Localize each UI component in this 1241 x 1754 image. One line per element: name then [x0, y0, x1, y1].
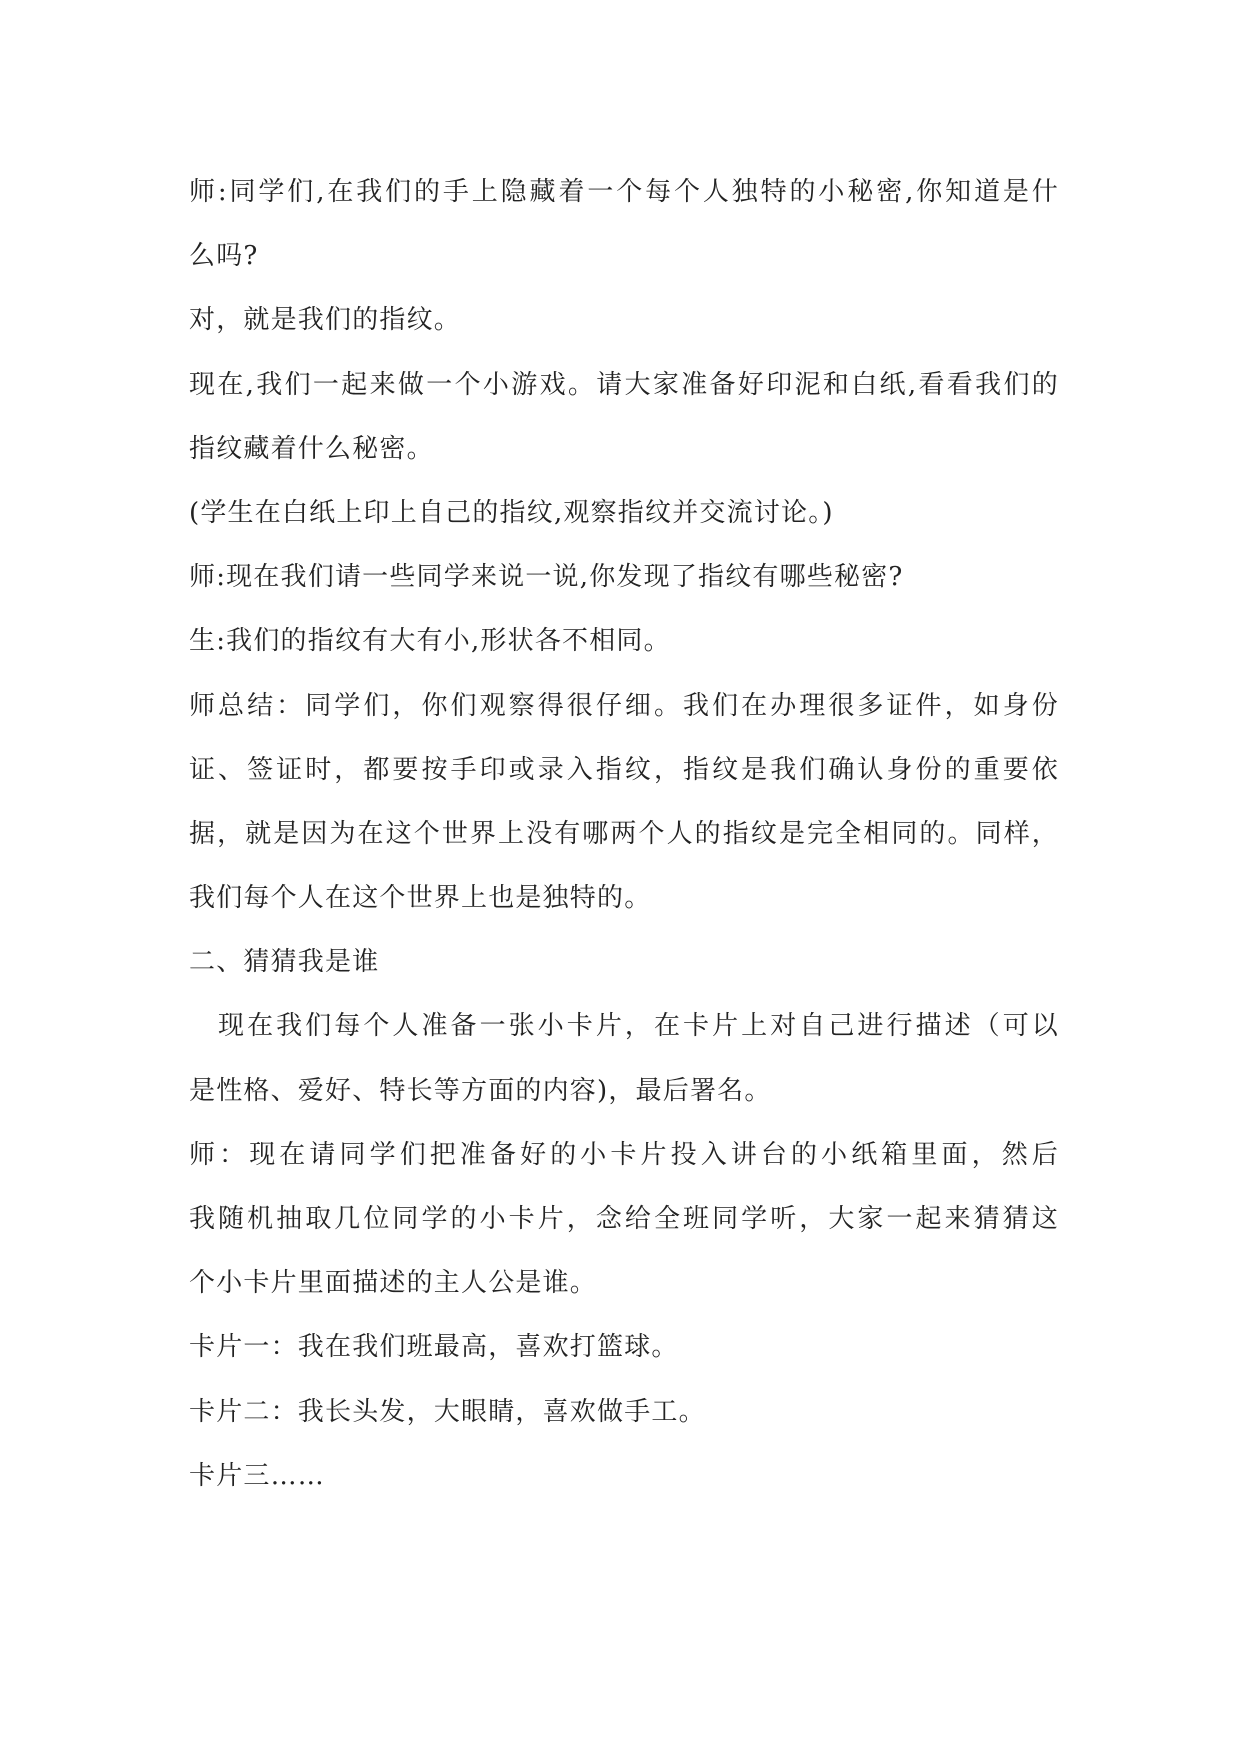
- text-line: 是性格、爱好、特长等方面的内容)，最后署名。: [189, 1075, 772, 1106]
- text-line: 么吗?: [189, 241, 259, 272]
- text-line: (学生在白纸上印上自己的指纹,观察指纹并交流讨论。): [189, 497, 834, 528]
- text-line: 师：现在请同学们把准备好的小卡片投入讲台的小纸箱里面，然后: [189, 1139, 1059, 1170]
- text-line: 据，就是因为在这个世界上没有哪两个人的指纹是完全相同的。同样，: [189, 818, 1059, 849]
- document-body: [189, 160, 1059, 1508]
- text-line: 个小卡片里面描述的主人公是谁。: [189, 1268, 598, 1299]
- text-line: 指纹藏着什么秘密。: [189, 433, 434, 464]
- text-line: 对，就是我们的指纹。: [189, 305, 462, 336]
- text-line: 生:我们的指纹有大有小,形状各不相同。: [189, 626, 671, 657]
- text-line: 我们每个人在这个世界上也是独特的。: [189, 883, 652, 914]
- text-line: 师:同学们,在我们的手上隐藏着一个每个人独特的小秘密,你知道是什: [189, 177, 1059, 207]
- section-heading: 二、猜猜我是谁: [189, 947, 380, 978]
- text-line: 我随机抽取几位同学的小卡片，念给全班同学听，大家一起来猜猜这: [189, 1204, 1059, 1234]
- text-line: 现在,我们一起来做一个小游戏。请大家准备好印泥和白纸,看看我们的: [189, 369, 1059, 400]
- text-line: 现在我们每个人准备一张小卡片，在卡片上对自己进行描述（可以: [189, 1011, 1059, 1042]
- text-line: 卡片二：我长头发，大眼睛，喜欢做手工。: [189, 1396, 706, 1427]
- text-line: 师:现在我们请一些同学来说一说,你发现了指纹有哪些秘密?: [189, 562, 904, 593]
- text-line: 证、签证时，都要按手印或录入指纹，指纹是我们确认身份的重要依: [189, 754, 1059, 785]
- text-line: 卡片一：我在我们班最高，喜欢打篮球。: [189, 1332, 679, 1363]
- text-line: 卡片三……: [189, 1460, 326, 1491]
- text-line: 师总结：同学们，你们观察得很仔细。我们在办理很多证件，如身份: [189, 690, 1059, 721]
